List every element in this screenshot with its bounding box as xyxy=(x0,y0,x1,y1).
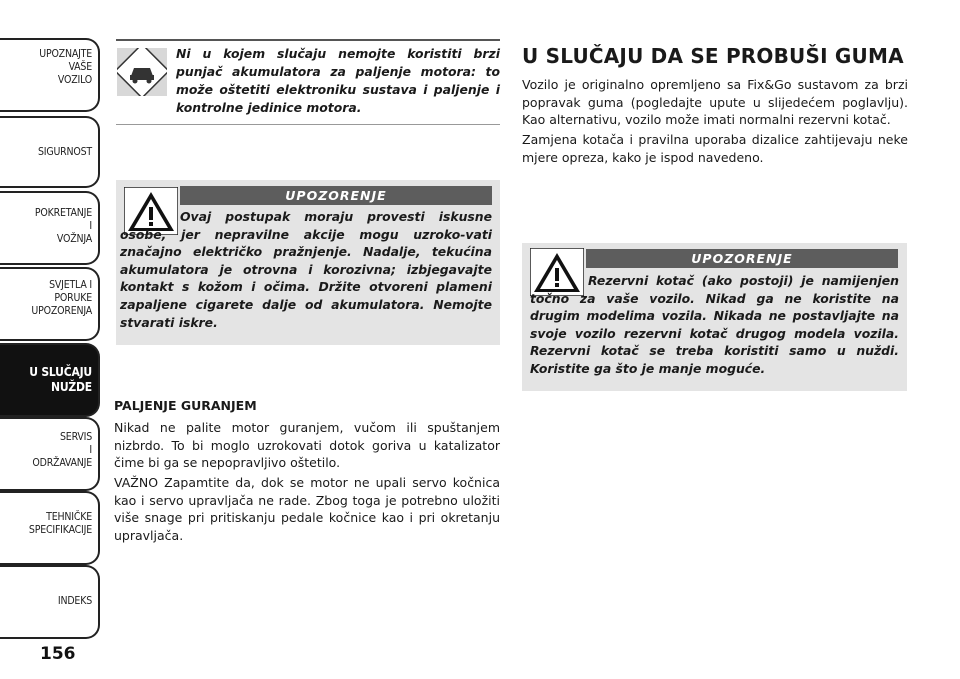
tab-label-line: ODRŽAVANJE xyxy=(32,457,92,469)
tab-pokretanje-i-voznja[interactable] xyxy=(0,191,100,265)
tab-label-line: SIGURNOST xyxy=(37,146,92,158)
warning-text: Ovaj postupak moraju provesti iskusne osobe, jer nepravilne akcije mogu uzroko-vati značajno električko pražnjenje. Nadalje, tekućina akumulatora je otrovna i korozivna; izbjegavajte kontakt s kožom i očima. Držite otvoreni plameni zapaljene cigarete dalje od akumulatora. Nemojte stvarati iskre. xyxy=(120,209,492,330)
tab-indeks[interactable] xyxy=(0,565,100,639)
tab-label-line: UPOZNAJTE xyxy=(39,48,92,60)
tab-servis-i-odrzavanje[interactable] xyxy=(0,417,100,491)
tab-tehnicke-specifikacije[interactable] xyxy=(0,491,100,565)
divider xyxy=(116,39,500,41)
warning-title: UPOZORENJE xyxy=(586,249,898,268)
tab-label-line: I xyxy=(89,220,92,232)
notice-text: Ni u kojem slučaju nemojte koristiti brzi punjač akumulatora za paljenje motora: to može oštetiti elektroniku sustava i paljenje i kontrolne jedinice motora. xyxy=(176,46,500,115)
tab-label-line: POKRETANJE xyxy=(34,207,92,219)
tab-svjetla-i-poruke-upozorenja[interactable] xyxy=(0,267,100,341)
warning-title: UPOZORENJE xyxy=(180,186,492,205)
tab-label-line: VAŠE xyxy=(68,61,92,73)
tab-label-line: I xyxy=(89,444,92,456)
tab-label-line: NUŽDE xyxy=(51,380,92,394)
vehicle-notice-icon xyxy=(117,48,167,96)
tab-label-line: VOŽNJA xyxy=(56,233,92,245)
tab-label-line: UPOZORENJA xyxy=(31,305,92,317)
tab-label-line: TEHNIČKE xyxy=(46,511,92,523)
warning-box xyxy=(116,180,500,345)
tab-upoznajte-vase-vozilo[interactable] xyxy=(0,38,100,112)
paragraph: Nikad ne palite motor guranjem, vučom ili spuštanjem nizbrdo. To bi moglo uzrokovati dotok goriva u katalizator čime bi ga se nepopravljivo oštetilo. xyxy=(114,420,500,470)
section-subheading: PALJENJE GURANJEM xyxy=(114,398,257,413)
warning-text: Rezervni kotač (ako postoji) je namijenjen točno za vaše vozilo. Nikad ga ne koristite na drugim modelima vozila. Nikada ne postavljajte na svoje vozilo rezervni kotač drugog modela vozila. Rezervni kotač se treba koristiti samo u nuždi. Koristite ga što je manje moguće. xyxy=(530,273,899,376)
section-heading: U SLUČAJU DA SE PROBUŠI GUMA xyxy=(522,44,904,68)
tab-label-line: PORUKE xyxy=(54,292,92,304)
paragraph: Vozilo je originalno opremljeno sa Fix&Go sustavom za brzi popravak guma (pogledajte upute u slijedećem poglavlju). Kao alternativu, vozilo može imati normalni rezervni kotač. xyxy=(522,77,908,127)
tab-u-slucaju-nuzde[interactable] xyxy=(0,343,100,417)
tab-label-line: SPECIFIKACIJE xyxy=(28,524,92,536)
tab-label-line: SVJETLA I xyxy=(49,279,92,291)
warning-box xyxy=(522,243,907,391)
paragraph: VAŽNO Zapamtite da, dok se motor ne upali servo kočnica kao i servo upravljača ne rade. Zbog toga je potrebno uložiti više snage pri pritiskanju pedale kočnice kao i pri okretanju upravljača. xyxy=(114,475,500,543)
tab-label-line: VOZILO xyxy=(57,74,92,86)
tab-label-line: U SLUČAJU xyxy=(29,365,92,379)
tab-sigurnost[interactable] xyxy=(0,116,100,188)
paragraph: Zamjena kotača i pravilna uporaba dizalice zahtijevaju neke mjere opreza, kako je ispod navedeno. xyxy=(522,132,908,165)
tab-label-line: INDEKS xyxy=(57,595,92,607)
page-number: 156 xyxy=(40,644,76,664)
tab-label-line: SERVIS xyxy=(60,431,92,443)
divider xyxy=(116,124,500,125)
